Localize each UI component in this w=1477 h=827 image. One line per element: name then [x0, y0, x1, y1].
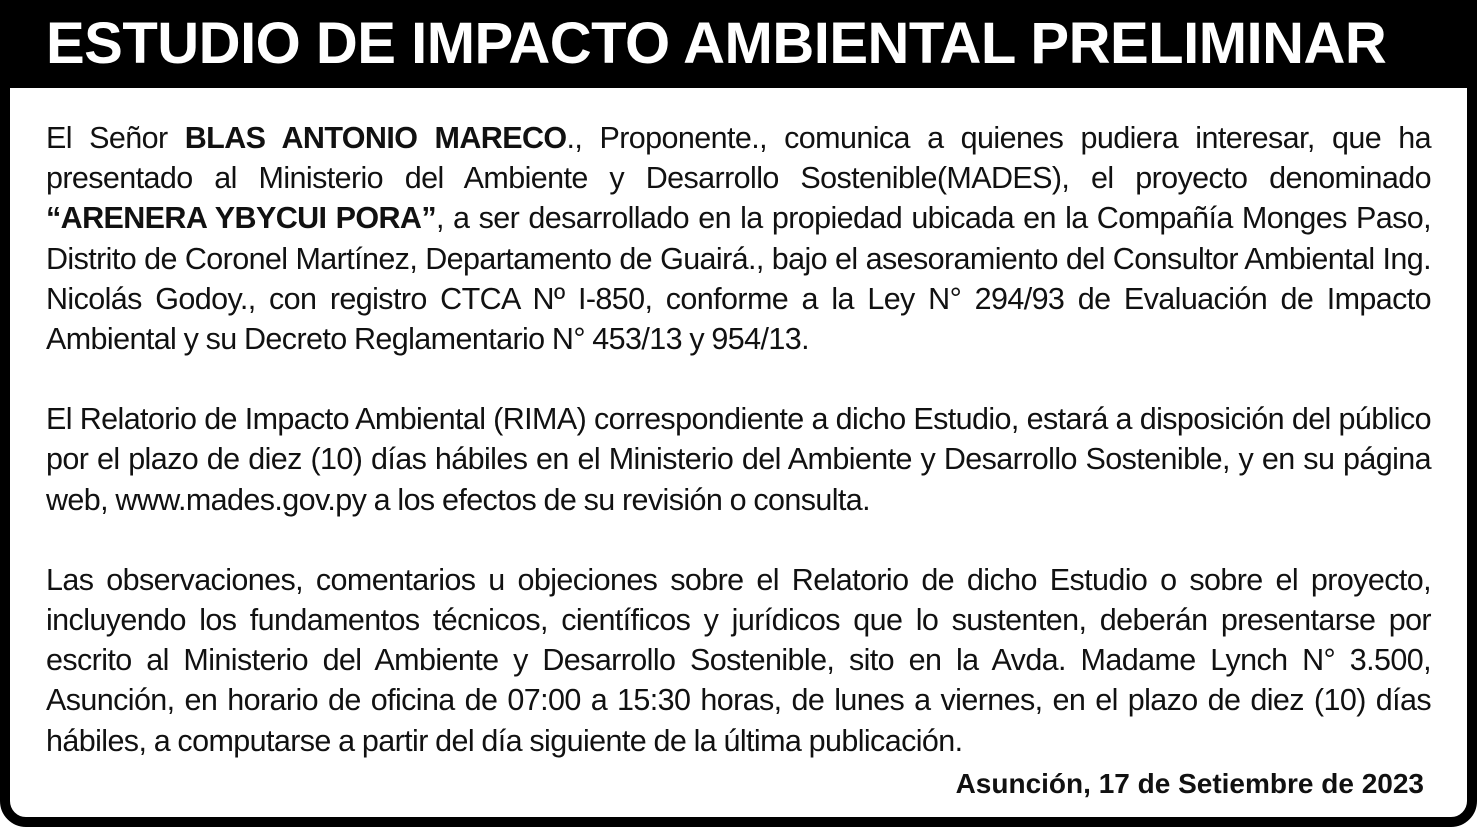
notice-body [46, 118, 1431, 761]
place-date: Asunción, 17 de Setiembre de 2023 [955, 768, 1424, 799]
paragraph-announcement [46, 118, 1431, 359]
intro-text: El Señor [46, 121, 185, 155]
notice-title: ESTUDIO DE IMPACTO AMBIENTAL PRELIMINAR [0, 0, 1477, 88]
project-name: “ARENERA YBYCUI PORA” [46, 201, 436, 236]
proponent-name: BLAS ANTONIO MARECO [184, 121, 567, 155]
announcement-details: , a ser desarrollado en la propiedad ubicada en la Compañía Monges Paso, Distrito de Coronel Martínez, Departamento de Guairá., bajo el asesoramiento del Consultor Ambiental Ing. Nicolás Godoy., con registro CTCA Nº I-850, conforme a la Ley N° 294/93 de Evaluación de Impacto Ambiental y su Decreto Reglamentario N° 453/13 y 954/13. [46, 201, 1431, 357]
paragraph-observations: Las observaciones, comentarios u objeciones sobre el Relatorio de dicho Estudio o sobre el proyecto, incluyendo los fundamentos técnicos, científicos y jurídicos que lo sustenten, deberán presentarse por escrito al Ministerio del Ambiente y Desarrollo Sostenible, sito en la Avda. Madame Lynch N° 3.500, Asunción, en horario de oficina de 07:00 a 15:30 horas, de lunes a viernes, en el plazo de diez (10) días hábiles, a computarse a partir del día siguiente de la última publicación. [46, 562, 1431, 758]
paragraph-rima-availability: El Relatorio de Impacto Ambiental (RIMA) correspondiente a dicho Estudio, estará a disposición del público por el plazo de diez (10) días hábiles en el Ministerio del Ambiente y Desarrollo Sostenible, y en su página web, www.mades.gov.py a los efectos de su revisión o consulta. [46, 402, 1431, 517]
announcement-text: ., Proponente., comunica a quienes pudiera interesar, que ha presentado al Ministerio del Ambiente y Desarrollo Sostenible(MADES), el proyecto denominado [46, 121, 1432, 196]
